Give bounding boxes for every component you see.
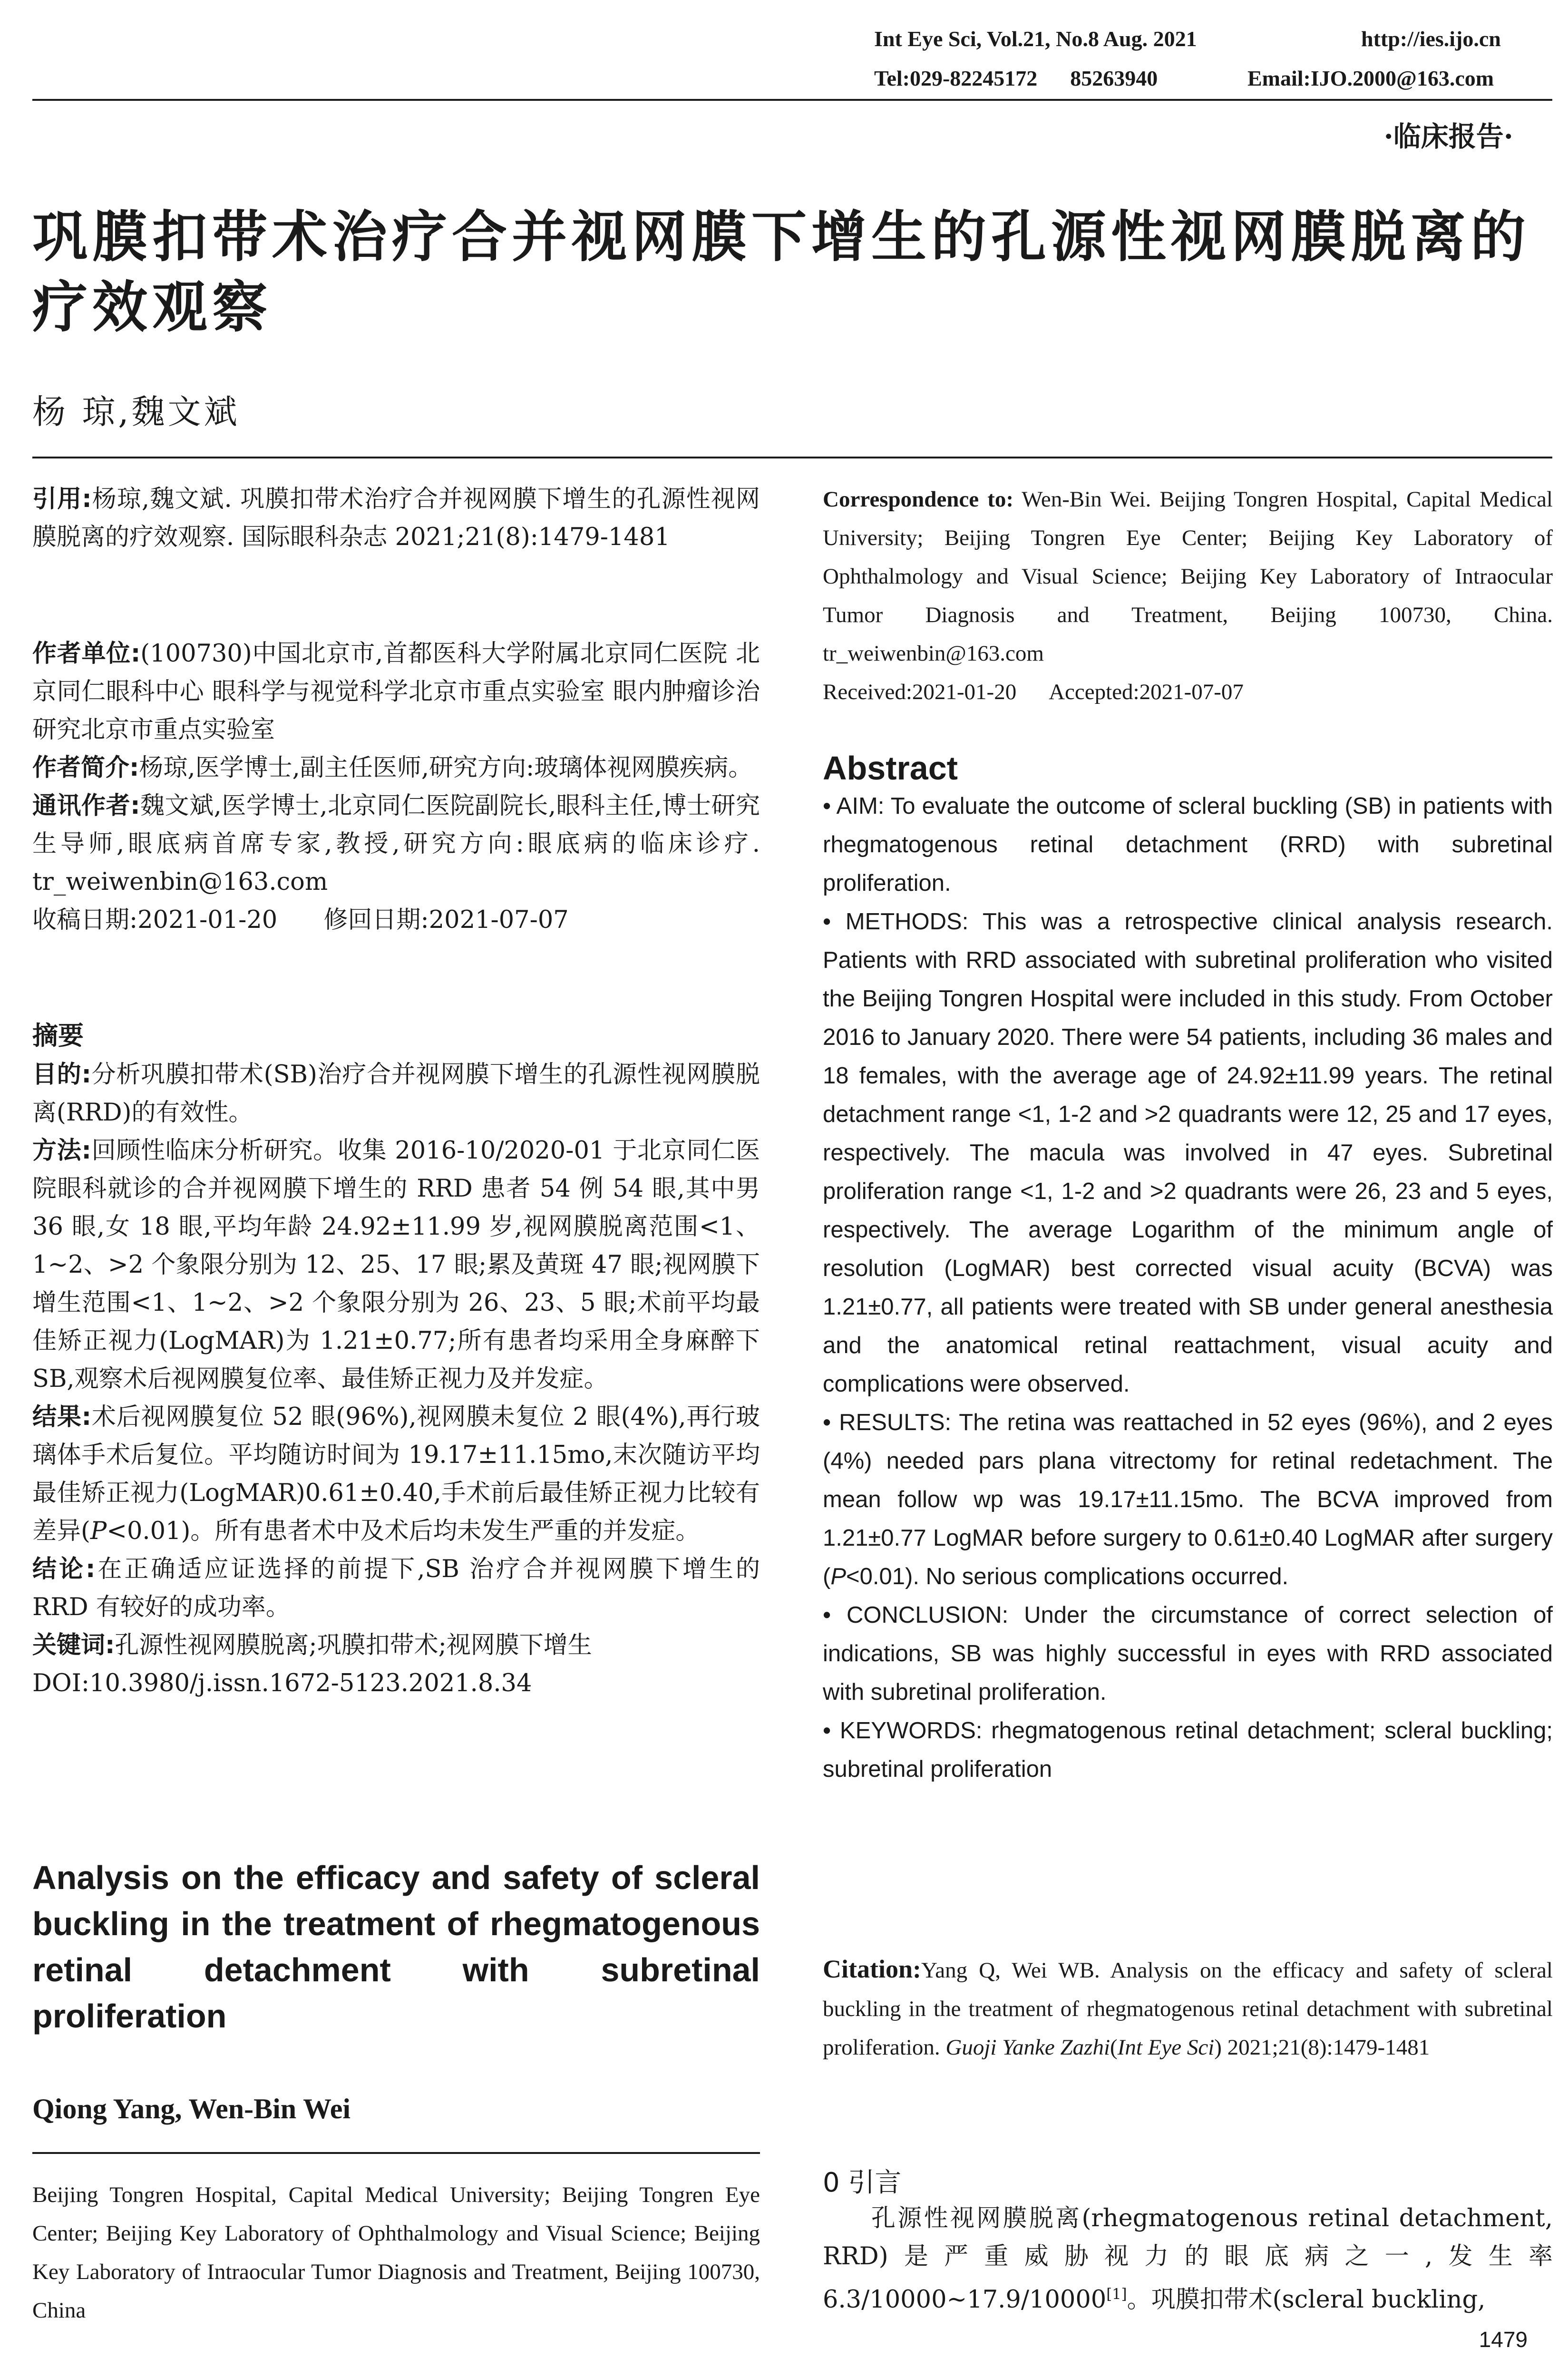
author-unit-label: 作者单位: (32, 640, 141, 668)
keywords-cn-label: 关键词: (32, 1631, 115, 1659)
results-cn-end: <0.01)。所有患者术中及术后均未发生严重的并发症。 (107, 1517, 700, 1545)
methods-cn: 回顾性临床分析研究。收集 2016-10/2020-01 于北京同仁医院眼科就诊的合并视网膜下增生的 RRD 患者 54 例 54 眼,其中男 36 眼,女 18 眼,平均年龄 24.92±11.99 岁,视网膜脱离范围<1、1~2、>2 个象限分别为 12、25、17 眼;累及黄斑 47 眼;视网膜下增生范围<1、1~2、>2 个象限分别为 26、23、5 眼;术前平均最佳矫正视力(LogMAR)为 1.21±0.77;所有患者均采用全身麻醉下 SB,观察术后视网膜复位率、最佳矫正视力及并发症。 (32, 1137, 760, 1393)
page-number: 1479 (1479, 2327, 1528, 2352)
results-en-end: <0.01). No serious complications occurred. (846, 1564, 1289, 1589)
conclusion-cn-label: 结论: (32, 1555, 96, 1583)
affiliation-rule (32, 2152, 760, 2154)
citation-cn-text: 杨琼,魏文斌. 巩膜扣带术治疗合并视网膜下增生的孔源性视网膜脱离的疗效观察. 国际眼科杂志 2021;21(8):1479-1481 (32, 485, 760, 551)
citation-journal: Guoji Yanke Zazhi (945, 2035, 1110, 2060)
author-info (32, 635, 760, 939)
citation-paren: ( (1110, 2035, 1118, 2060)
doi: DOI:10.3980/j.issn.1672-5123.2021.8.34 (32, 1669, 532, 1697)
citation-en-text: Yang Q, Wei WB. Analysis on the efficacy and safety of scleral buckling in the treatment of rhegmatogenous retinal detachment with subretinal proliferation. (823, 1958, 1553, 2060)
keywords-cn: 孔源性视网膜脱离;巩膜扣带术;视网膜下增生 (115, 1631, 592, 1659)
received-accepted: Received:2021-01-20 Accepted:2021-07-07 (823, 680, 1244, 704)
authors-cn: 杨 琼,魏文斌 (32, 392, 240, 431)
intro-block (823, 2200, 1553, 2319)
dates-cn: 收稿日期:2021-01-20 修回日期:2021-07-07 (32, 906, 569, 934)
aim-cn-label: 目的: (32, 1061, 91, 1089)
methods-en: • METHODS: This was a retrospective clinical analysis research. Patients with RRD associated with subretinal proliferation who visited the Beijing Tongren Hospital were included in this study. From October 2016 to January 2020. There were 54 patients, including 36 males and 18 females, with the average age of 24.92±11.99 years. The retinal detachment range <1, 1-2 and >2 quadrants were 12, 25 and 17 eyes, respectively. The macula was involved in 47 eyes. Subretinal proliferation range <1, 1-2 and >2 quadrants were 26, 23 and 5 eyes, respectively. The average Logarithm of the minimum angle of resolution (LogMAR) best corrected visual acuity (BCVA) was 1.21±0.77, all patients were treated with SB under general anesthesia and the anatomical retinal reattachment, visual acuity and complications were observed. (823, 909, 1553, 1397)
methods-cn-label: 方法: (32, 1137, 91, 1165)
citation-volume: ) 2021;21(8):1479-1481 (1214, 2035, 1430, 2060)
authors-en: Qiong Yang, Wen-Bin Wei (32, 2093, 351, 2124)
citation-en-label: Citation: (823, 1955, 921, 1983)
intro-heading: 0 引言 (823, 2167, 902, 2198)
title-rule (32, 457, 1552, 458)
keywords-en: • KEYWORDS: rhegmatogenous retinal detachment; scleral buckling; subretinal proliferation (823, 1718, 1553, 1782)
author-intro: 杨琼,医学博士,副主任医师,研究方向:玻璃体视网膜疾病。 (139, 754, 753, 782)
journal-url: http://ies.ijo.cn (1361, 27, 1501, 51)
corresponding-label: 通讯作者: (32, 792, 140, 820)
abstract-cn (32, 1015, 760, 1703)
journal-tel: Tel:029-82245172 85263940 (874, 66, 1158, 90)
header-rule (32, 99, 1552, 101)
affiliation-en-block (32, 2176, 760, 2330)
section-tag: ·临床报告· (1383, 120, 1513, 153)
citation-cn-block (32, 480, 760, 556)
correspondence-block (823, 480, 1553, 711)
aim-cn: 分析巩膜扣带术(SB)治疗合并视网膜下增生的孔源性视网膜脱离(RRD)的有效性。 (32, 1061, 760, 1127)
author-intro-label: 作者简介: (32, 754, 139, 782)
title-cn: 巩膜扣带术治疗合并视网膜下增生的孔源性视网膜脱离的疗效观察 (32, 205, 1530, 340)
author-unit: (100730)中国北京市,首都医科大学附属北京同仁医院 北京同仁眼科中心 眼科学与视觉科学北京市重点实验室 眼内肿瘤诊治研究北京市重点实验室 (32, 640, 760, 744)
affiliation-en: Beijing Tongren Hospital, Capital Medical University; Beijing Tongren Eye Center; Beijing Key Laboratory of Ophthalmology and Visual Science; Beijing Key Laboratory of Intraocular Tumor Diagnosis and Treatment, Beijing 100730, China (32, 2182, 760, 2323)
correspondence-label: Correspondence to: (823, 487, 1014, 512)
p-value-symbol-en: P (830, 1564, 847, 1589)
results-cn: 术后视网膜复位 52 眼(96%),视网膜未复位 2 眼(4%),再行玻璃体手术后复位。平均随访时间为 19.17±11.15mo,末次随访平均最佳矫正视力(LogMAR)0.61±0.40,手术前后最佳矫正视力比较有差异( (32, 1403, 760, 1545)
correspondence-text: Wen-Bin Wei. Beijing Tongren Hospital, Capital Medical University; Beijing Tongren Eye Center; Beijing Key Laboratory of Ophthalmology and Visual Science; Beijing Key Laboratory of Intraocular Tumor Diagnosis and Treatment, Beijing 100730, China. tr_weiwenbin@163.com (823, 487, 1553, 666)
journal-email: Email:IJO.2000@163.com (1247, 66, 1494, 90)
citation-cn-label: 引用: (32, 485, 92, 513)
abstract-en-heading: Abstract (823, 750, 958, 787)
corresponding-author: 魏文斌,医学博士,北京同仁医院副院长,眼科主任,博士研究生导师,眼底病首席专家,教授,研究方向:眼底病的临床诊疗. tr_weiwenbin@163.com (32, 792, 760, 896)
intro-text-cont: 。巩膜扣带术(scleral buckling, (1127, 2286, 1486, 2314)
conclusion-en: • CONCLUSION: Under the circumstance of correct selection of indications, SB was highly successful in eyes with RRD associated with subretinal proliferation. (823, 1602, 1553, 1705)
conclusion-cn: 在正确适应证选择的前提下,SB 治疗合并视网膜下增生的 RRD 有较好的成功率。 (32, 1555, 760, 1621)
aim-en: • AIM: To evaluate the outcome of scleral buckling (SB) in patients with rhegmatogenous retinal detachment (RRD) with subretinal proliferation. (823, 793, 1553, 896)
citation-en-block (823, 1950, 1553, 2067)
abstract-cn-heading: 摘要 (32, 1021, 84, 1051)
abstract-en (823, 749, 1553, 1789)
results-en: • RESULTS: The retina was reattached in 52 eyes (96%), and 2 eyes (4%) needed pars plana vitrectomy for retinal redetachment. The mean follow wp was 19.17±11.15mo. The BCVA improved from 1.21±0.77 LogMAR before surgery to 0.61±0.40 LogMAR after surgery ( (823, 1410, 1553, 1589)
title-en: Analysis on the efficacy and safety of scleral buckling in the treatment of rhegmatogenous retinal detachment with subretinal proliferation (32, 1859, 760, 2035)
journal-info: Int Eye Sci, Vol.21, No.8 Aug. 2021 (874, 27, 1197, 51)
results-cn-label: 结果: (32, 1403, 92, 1431)
intro-ref: [1] (1106, 2286, 1127, 2303)
p-value-symbol-cn: P (90, 1517, 107, 1545)
citation-journal-en: Int Eye Sci (1117, 2035, 1215, 2060)
intro-text: 孔源性视网膜脱离(rhegmatogenous retinal detachment, RRD)是严重威胁视力的眼底病之一,发生率 6.3/10000~17.9/10000 (823, 2204, 1553, 2314)
